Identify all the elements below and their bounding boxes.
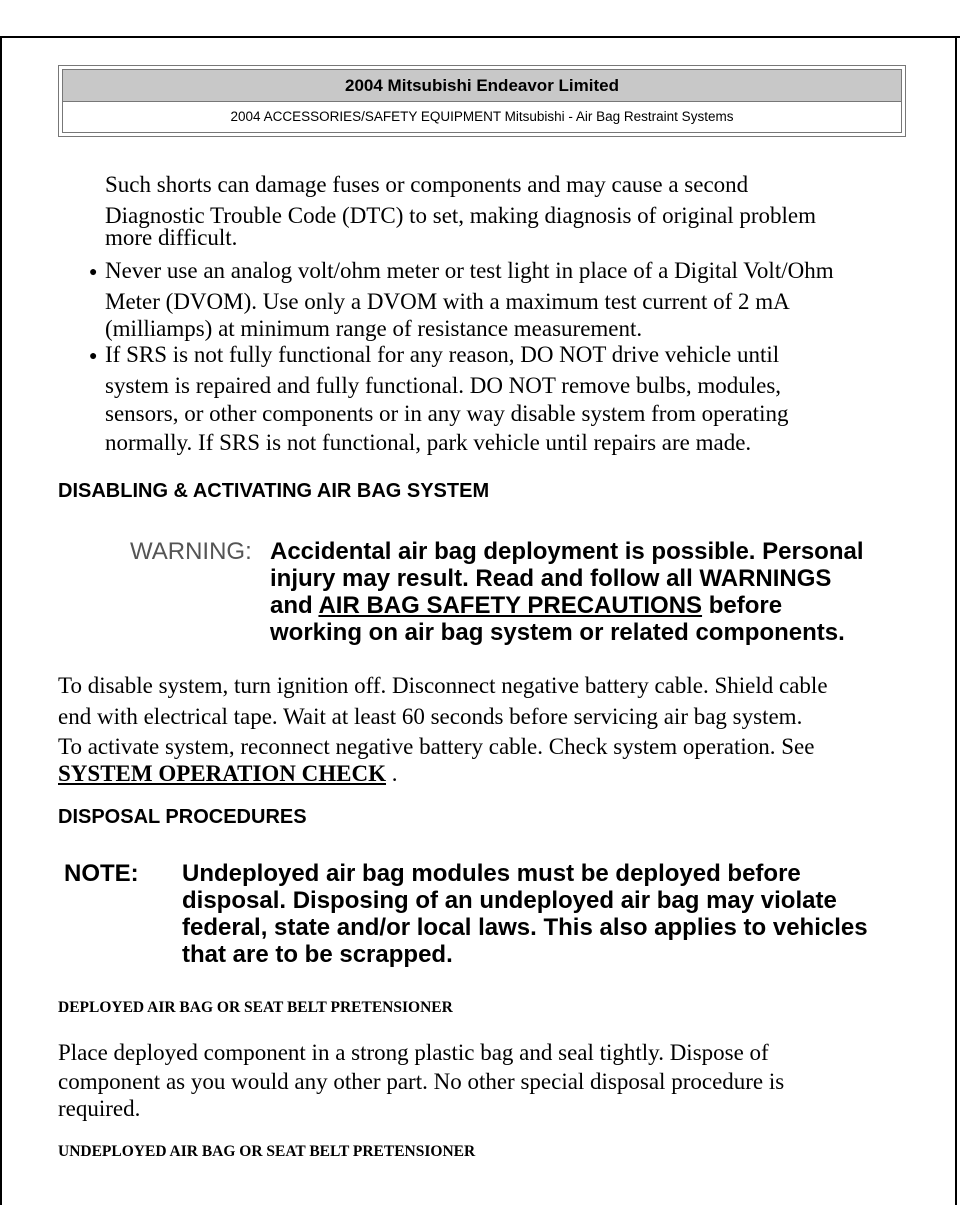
note-label: NOTE: [64,860,139,887]
note-line-4: that are to be scrapped. [182,941,453,968]
deployed-line-3: required. [58,1096,141,1121]
page-frame-right [955,36,957,1205]
bullet-1-line-1: Never use an analog volt/ohm meter or test light in place of a Digital Volt/Ohm [105,258,834,283]
page-frame-left [0,36,2,1205]
bullet-2-line-4: normally. If SRS is not functional, park vehicle until repairs are made. [105,430,752,455]
warning-line-3-prefix: and [270,592,319,619]
section-heading-deployed: DEPLOYED AIR BAG OR SEAT BELT PRETENSIONER [58,999,453,1016]
section-heading-undeployed: UNDEPLOYED AIR BAG OR SEAT BELT PRETENSIONER [58,1143,476,1160]
air-bag-safety-precautions-link[interactable]: AIR BAG SAFETY PRECAUTIONS [318,592,703,619]
intro-line-2: Diagnostic Trouble Code (DTC) to set, making diagnosis of original problem [105,203,817,228]
document-header [58,65,906,137]
bullet-2-line-1: If SRS is not fully functional for any reason, DO NOT drive vehicle until [105,342,780,367]
disabling-body-line-4 [58,758,398,789]
note-line-2: disposal. Disposing of an undeployed air bag may violate [182,887,837,914]
bullet-1-line-3: (milliamps) at minimum range of resistance measurement. [105,316,643,341]
disabling-body-line-3: To activate system, reconnect negative battery cable. Check system operation. See [58,734,815,759]
section-heading-disabling: DISABLING & ACTIVATING AIR BAG SYSTEM [58,480,490,502]
intro-line-1: Such shorts can damage fuses or components and may cause a second [105,172,749,197]
warning-line-1: Accidental air bag deployment is possible. Personal [270,538,864,565]
note-line-3: federal, state and/or local laws. This also applies to vehicles [182,914,868,941]
bullet-2-line-3: sensors, or other components or in any way disable system from operating [105,401,789,426]
page-frame-top [0,36,960,38]
link-suffix: . [386,761,398,786]
document-subtitle: 2004 ACCESSORIES/SAFETY EQUIPMENT Mitsubishi - Air Bag Restraint Systems [230,109,734,124]
system-operation-check-link[interactable]: SYSTEM OPERATION CHECK [58,761,387,786]
deployed-line-1: Place deployed component in a strong plastic bag and seal tightly. Dispose of [58,1040,769,1065]
bullet-icon: ● [89,349,98,364]
note-line-1: Undeployed air bag modules must be deployed before [182,860,801,887]
intro-line-3: more difficult. [105,225,238,250]
disabling-body-line-2: end with electrical tape. Wait at least 60 seconds before servicing air bag system. [58,704,803,729]
disabling-body-line-1: To disable system, turn ignition off. Disconnect negative battery cable. Shield cable [58,673,828,698]
warning-line-2: injury may result. Read and follow all WARNINGS [270,565,832,592]
bullet-1-line-2: Meter (DVOM). Use only a DVOM with a maximum test current of 2 mA [105,289,790,314]
document-title: 2004 Mitsubishi Endeavor Limited [63,70,901,102]
warning-label: WARNING: [130,538,252,565]
section-heading-disposal: DISPOSAL PROCEDURES [58,806,307,828]
document-header-inner [62,69,902,133]
bullet-2-line-2: system is repaired and fully functional. DO NOT remove bulbs, modules, [105,373,782,398]
warning-line-3-suffix: before [702,592,783,619]
bullet-icon: ● [89,265,98,280]
deployed-line-2: component as you would any other part. No other special disposal procedure is [58,1069,785,1094]
warning-line-4: working on air bag system or related components. [270,619,845,646]
